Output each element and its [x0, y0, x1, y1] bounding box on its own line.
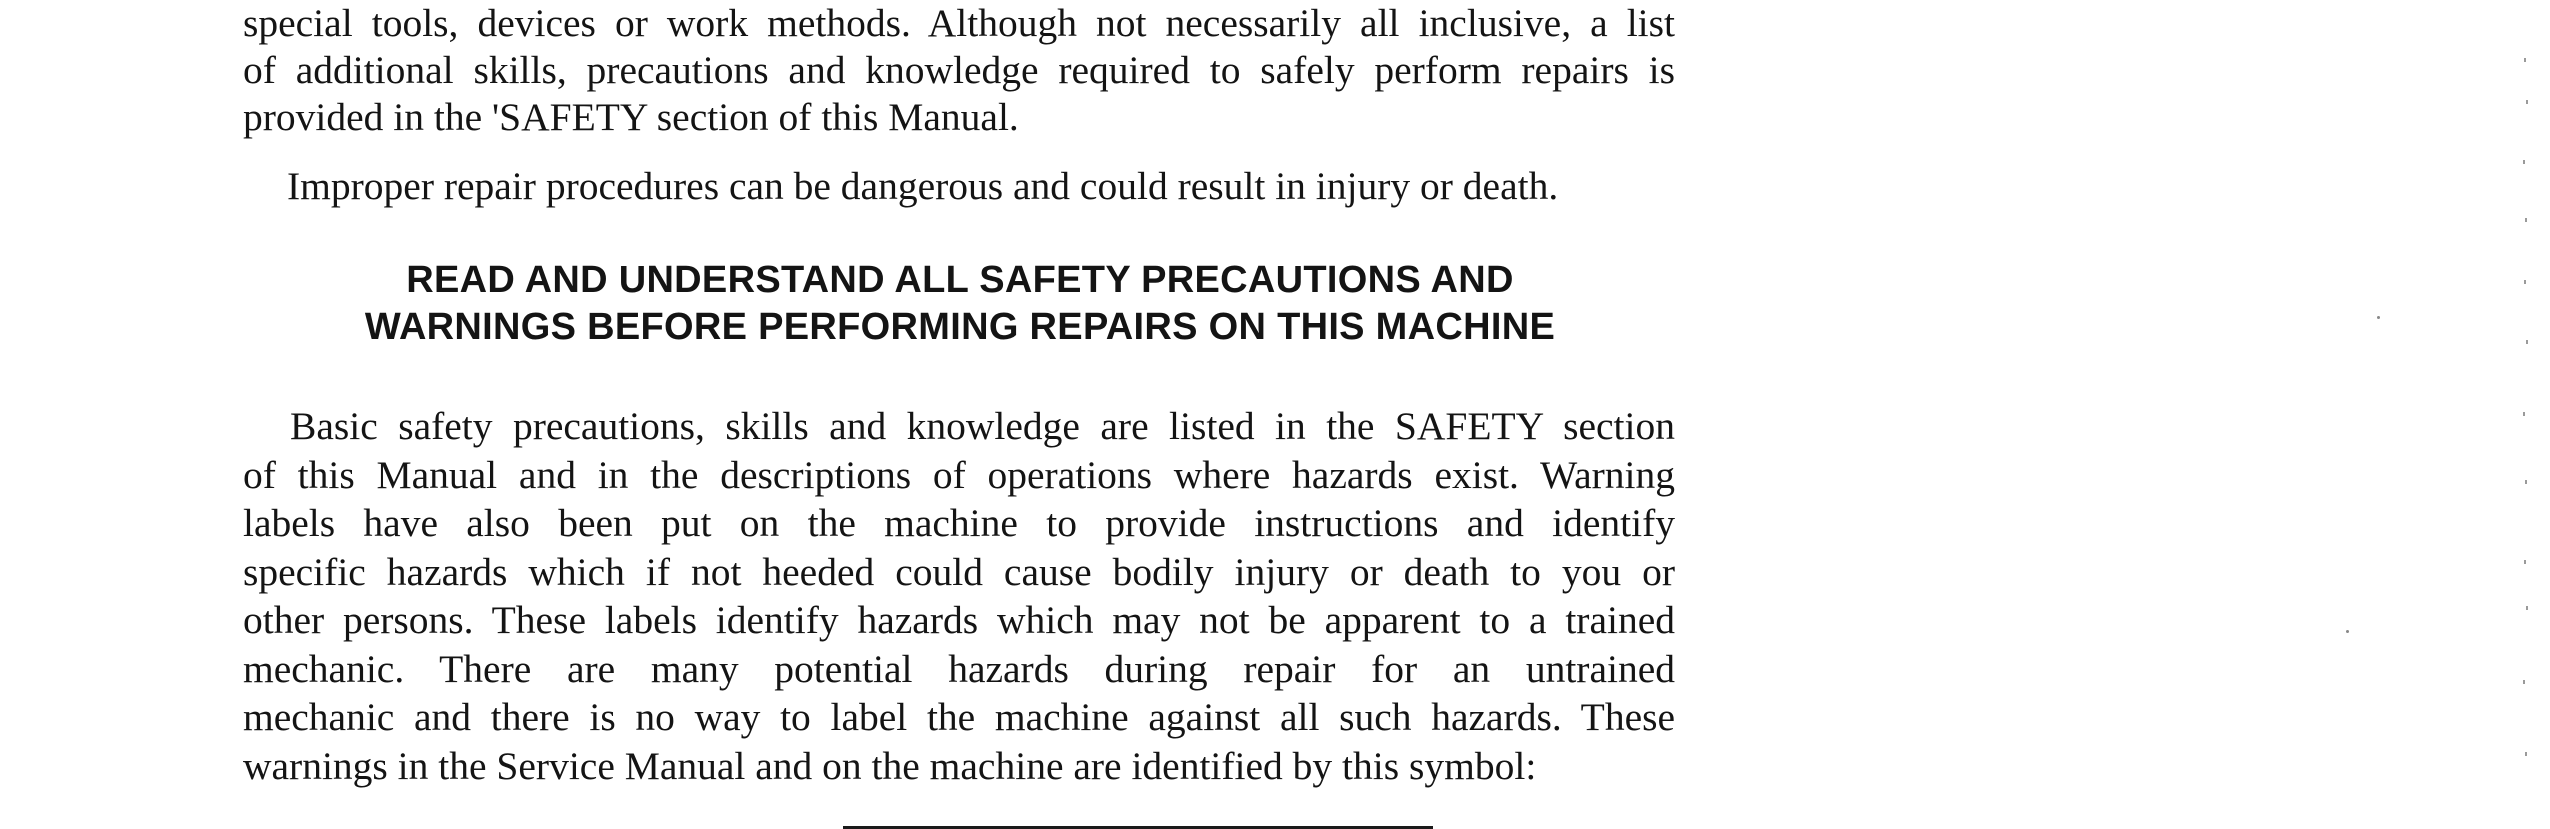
- scan-speck: [2525, 752, 2527, 756]
- intro-paragraph: [243, 0, 1675, 141]
- safety-paragraph: [243, 402, 1675, 790]
- scan-speck: [2524, 58, 2526, 62]
- body-line-3: labels have also been put on the machine to provide instructions and identify: [243, 501, 1675, 545]
- scan-speck: [2526, 100, 2528, 104]
- scan-speck: [2523, 160, 2525, 164]
- body-line-7: mechanic and there is no way to label the machine against all such hazards. These: [243, 695, 1675, 739]
- intro-line-2: of additional skills, precautions and knowledge required to safely perform repairs is: [243, 48, 1675, 92]
- body-line-2: of this Manual and in the descriptions of operations where hazards exist. Warning: [243, 452, 1675, 497]
- scan-margin-specks: [2520, 40, 2532, 800]
- safety-heading-line-2: WARNINGS BEFORE PERFORMING REPAIRS ON THIS MACHINE: [364, 306, 1556, 348]
- safety-heading-line-1: READ AND UNDERSTAND ALL SAFETY PRECAUTIONS AND: [406, 259, 1514, 301]
- scan-speck: [2523, 680, 2525, 684]
- scan-speck: [2525, 480, 2527, 484]
- body-line-1: Basic safety precautions, skills and knowledge are listed in the SAFETY section: [290, 404, 1675, 448]
- body-line-8: warnings in the Service Manual and on the machine are identified by this symbol:: [243, 743, 1537, 788]
- safety-heading: [150, 257, 1770, 351]
- scan-speck: [2526, 606, 2528, 610]
- scan-speck: [2523, 412, 2525, 416]
- scan-speck: [2526, 340, 2528, 344]
- body-line-4: specific hazards which if not heeded could cause bodily injury or death to you or: [243, 549, 1675, 594]
- scan-dot: [2377, 316, 2380, 319]
- danger-statement: Improper repair procedures can be dangerous and could result in injury or death.: [287, 164, 1559, 208]
- body-line-5: other persons. These labels identify hazards which may not be apparent to a trained: [243, 598, 1675, 642]
- scan-speck: [2524, 280, 2526, 284]
- intro-line-1: special tools, devices or work methods. Although not necessarily all inclusive, a list: [243, 1, 1675, 45]
- body-line-6: mechanic. There are many potential hazards during repair for an untrained: [243, 646, 1675, 691]
- scan-speck: [2525, 218, 2527, 222]
- scan-speck: [2524, 560, 2526, 564]
- scan-dot: [2346, 630, 2349, 633]
- intro-line-3: provided in the 'SAFETY section of this Manual.: [243, 95, 1019, 139]
